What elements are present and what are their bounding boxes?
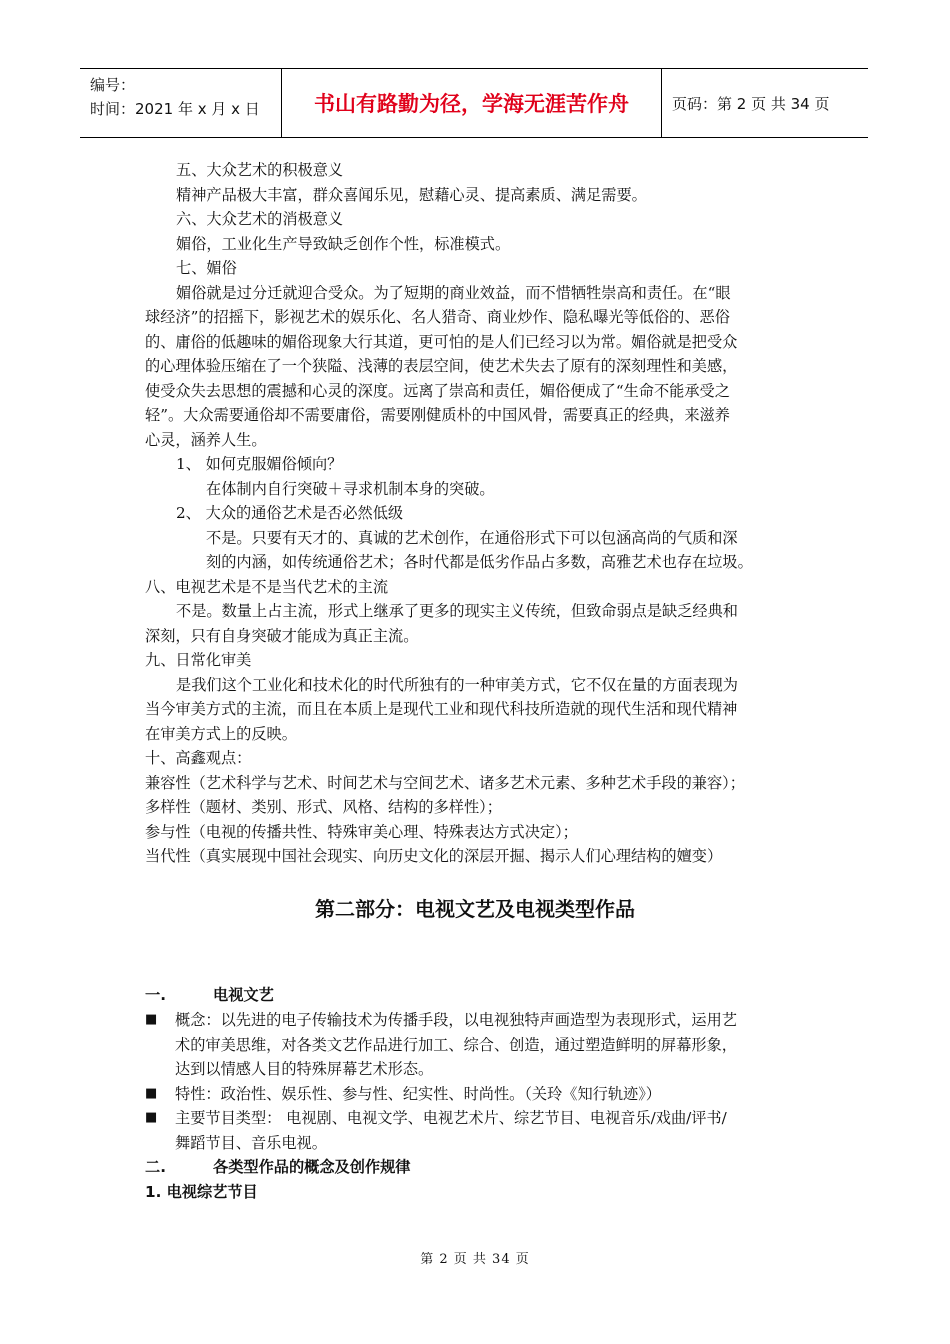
doc-number-label: 编号： bbox=[90, 76, 136, 94]
body-line: 2、 大众的通俗艺术是否必然低级 bbox=[176, 504, 404, 522]
bullet-item bbox=[145, 1106, 815, 1155]
bullet-list bbox=[145, 1008, 815, 1155]
bullet-line: 达到以情感人目的特殊屏幕艺术形态。 bbox=[175, 1060, 434, 1078]
body-line: 轻”。大众需要通俗却不需要庸俗，需要刚健质朴的中国风骨，需要真正的经典，来滋养 bbox=[145, 406, 730, 424]
body-line: 参与性（电视的传播共性、特殊审美心理、特殊表达方式决定）； bbox=[145, 822, 578, 841]
body-line: 的、庸俗的低趣味的媚俗现象大行其道，更可怕的是人们已经习以为常。媚俗就是把受众 bbox=[145, 332, 738, 351]
body-line: 六、大众艺术的消极意义 bbox=[176, 210, 344, 228]
body-line: 深刻，只有自身突破才能成为真正主流。 bbox=[145, 626, 419, 645]
header-motto: 书山有路勤为径，学海无涯苦作舟 bbox=[282, 69, 662, 137]
bullet-item bbox=[145, 1008, 815, 1082]
bullet-square-icon: ■ bbox=[145, 1012, 158, 1027]
body-line: 七、媚俗 bbox=[176, 259, 237, 277]
body-line: 当代性（真实展现中国社会现实、向历史文化的深层开掘、揭示人们心理结构的嬗变） bbox=[145, 847, 723, 865]
page-footer: 第 2 页 共 34 页 bbox=[420, 1252, 530, 1267]
section-number: 一. bbox=[145, 986, 166, 1004]
section-heading-2 bbox=[145, 1155, 815, 1180]
body-line: 在体制内自行突破＋寻求机制本身的突破。 bbox=[206, 479, 495, 498]
bullet-line: 术的审美思维，对各类文艺作品进行加工、综合、创造，通过塑造鲜明的屏幕形象， bbox=[175, 1035, 737, 1054]
section-heading-1 bbox=[145, 983, 815, 1008]
body-line: 多样性（题材、类别、形式、风格、结构的多样性）； bbox=[145, 798, 502, 816]
page-header bbox=[80, 68, 868, 138]
bullet-item bbox=[145, 1082, 815, 1107]
body-line: 不是。只要有天才的、真诚的艺术创作，在通俗形式下可以包涵高尚的气质和深 bbox=[206, 528, 738, 547]
body-line: 1、 如何克服媚俗倾向？ bbox=[176, 455, 343, 473]
body-line: 不是。数量上占主流，形式上继承了更多的现实主义传统，但致命弱点是缺乏经典和 bbox=[176, 602, 738, 620]
body-line: 精神产品极大丰富，群众喜闻乐见，慰藉心灵、提高素质、满足需要。 bbox=[176, 185, 647, 204]
body-line: 使受众失去思想的震撼和心灵的深度。远离了崇高和责任，媚俗便成了“生命不能承受之 bbox=[145, 381, 730, 400]
body-line: 五、大众艺术的积极意义 bbox=[176, 161, 344, 179]
part-title: 第二部分：电视文艺及电视类型作品 bbox=[315, 897, 635, 921]
body-line: 是我们这个工业化和技术化的时代所独有的一种审美方式，它不仅在量的方面表现为 bbox=[176, 675, 738, 694]
section-title: 电视文艺 bbox=[213, 986, 274, 1004]
bullet-line: 概念：以先进的电子传输技术为传播手段，以电视独特声画造型为表现形式，运用艺 bbox=[175, 1011, 737, 1029]
bullet-line: 主要节目类型： 电视剧、电视文学、电视艺术片、综艺节目、电视音乐/戏曲/评书/ bbox=[175, 1109, 727, 1127]
subsection-heading: 1. 电视综艺节目 bbox=[145, 1183, 258, 1201]
bullet-square-icon: ■ bbox=[145, 1110, 158, 1125]
body-line: 媚俗就是过分迁就迎合受众。为了短期的商业效益，而不惜牺牲崇高和责任。在“眼 bbox=[176, 283, 731, 302]
body-line: 媚俗，工业化生产导致缺乏创作个性，标准模式。 bbox=[176, 234, 511, 253]
body-line: 心灵，涵养人生。 bbox=[145, 430, 267, 449]
body-line: 十、高鑫观点： bbox=[145, 749, 252, 767]
body-line: 球经济”的招摇下，影视艺术的娱乐化、名人猎奇、商业炒作、隐私曝光等低俗的、恶俗 bbox=[145, 308, 730, 326]
date-label: 时间：2021 年 x 月 x 日 bbox=[90, 100, 260, 118]
bullet-square-icon: ■ bbox=[145, 1085, 158, 1101]
body-line: 在审美方式上的反映。 bbox=[145, 724, 297, 743]
header-page-info: 页码：第 2 页 共 34 页 bbox=[672, 94, 830, 113]
section-title: 各类型作品的概念及创作规律 bbox=[213, 1158, 411, 1176]
bullet-line: 特性：政治性、娱乐性、参与性、纪实性、时尚性。（关玲《知行轨迹》） bbox=[175, 1084, 661, 1103]
bullet-text bbox=[175, 1106, 815, 1155]
part2-content bbox=[145, 983, 815, 1205]
bullet-text bbox=[175, 1082, 815, 1107]
body-text bbox=[145, 158, 815, 869]
body-line: 兼容性（艺术科学与艺术、时间艺术与空间艺术、诸多艺术元素、多种艺术手段的兼容）； bbox=[145, 773, 745, 792]
header-meta bbox=[80, 69, 282, 137]
body-line: 九、日常化审美 bbox=[145, 651, 252, 669]
body-line: 刻的内涵，如传统通俗艺术；各时代都是低劣作品占多数，高雅艺术也存在垃圾。 bbox=[206, 553, 753, 571]
body-line: 的心理体验压缩在了一个狭隘、浅薄的表层空间，使艺术失去了原有的深刻理性和美感， bbox=[145, 357, 738, 375]
section-number: 二. bbox=[145, 1158, 166, 1176]
body-line: 当今审美方式的主流，而且在本质上是现代工业和现代科技所造就的现代生活和现代精神 bbox=[145, 700, 738, 718]
body-line: 八、电视艺术是不是当代艺术的主流 bbox=[145, 577, 388, 596]
bullet-text bbox=[175, 1008, 815, 1082]
bullet-line: 舞蹈节目、音乐电视。 bbox=[175, 1133, 327, 1152]
